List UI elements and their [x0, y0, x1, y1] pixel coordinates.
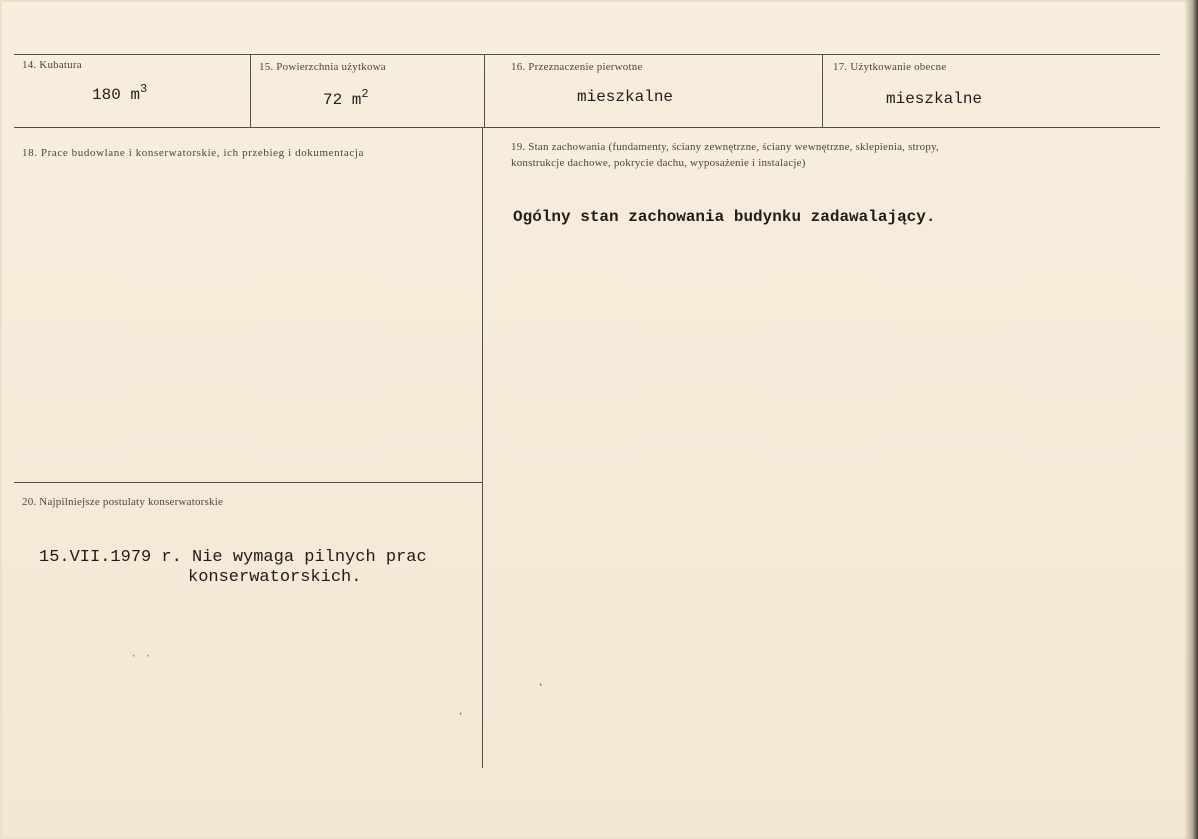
col-divider-2	[484, 54, 485, 127]
field-16-value: mieszkalne	[577, 88, 674, 106]
field-15-value: 72 $m^2$	[323, 87, 369, 109]
field-14-label: 14. Kubatura	[22, 59, 82, 71]
field-14-value: 180 $m^3$	[92, 82, 148, 104]
field-15-label: 15. Powierzchnia użytkowa	[259, 61, 386, 73]
col-divider-3	[822, 54, 823, 127]
field-19-label-line2: konstrukcje dachowe, pokrycie dachu, wyposażenie i instalacje)	[511, 157, 806, 169]
col-divider-1	[250, 54, 251, 127]
field-17-label: 17. Użytkowanie obecne	[833, 61, 947, 73]
field-17-value: mieszkalne	[886, 90, 983, 108]
speck: · ·	[130, 649, 152, 663]
speck: ·	[457, 707, 465, 721]
field-20-label: 20. Najpilniejsze postulaty konserwatorskie	[22, 496, 224, 508]
row-divider	[14, 127, 1160, 128]
main-divider	[482, 127, 483, 768]
field-19-value: Ogólny stan zachowania budynku zadawalający.	[513, 208, 936, 226]
card-edge-shadow	[1184, 0, 1198, 839]
field-20-value-line1: 15.VII.1979 r. Nie wymaga pilnych prac	[39, 548, 427, 567]
field-19-label-line1: 19. Stan zachowania (fundamenty, ściany zewnętrzne, ściany wewnętrzne, sklepienia, stropy,	[511, 141, 940, 153]
field-16-label: 16. Przeznaczenie pierwotne	[511, 61, 643, 73]
field-18-label: 18. Prace budowlane i konserwatorskie, ich przebieg i dokumentacja	[22, 147, 364, 159]
section-divider	[14, 482, 483, 483]
field-20-value-line2: konserwatorskich.	[188, 568, 362, 587]
top-rule	[14, 54, 1160, 55]
speck: ·	[537, 678, 545, 692]
